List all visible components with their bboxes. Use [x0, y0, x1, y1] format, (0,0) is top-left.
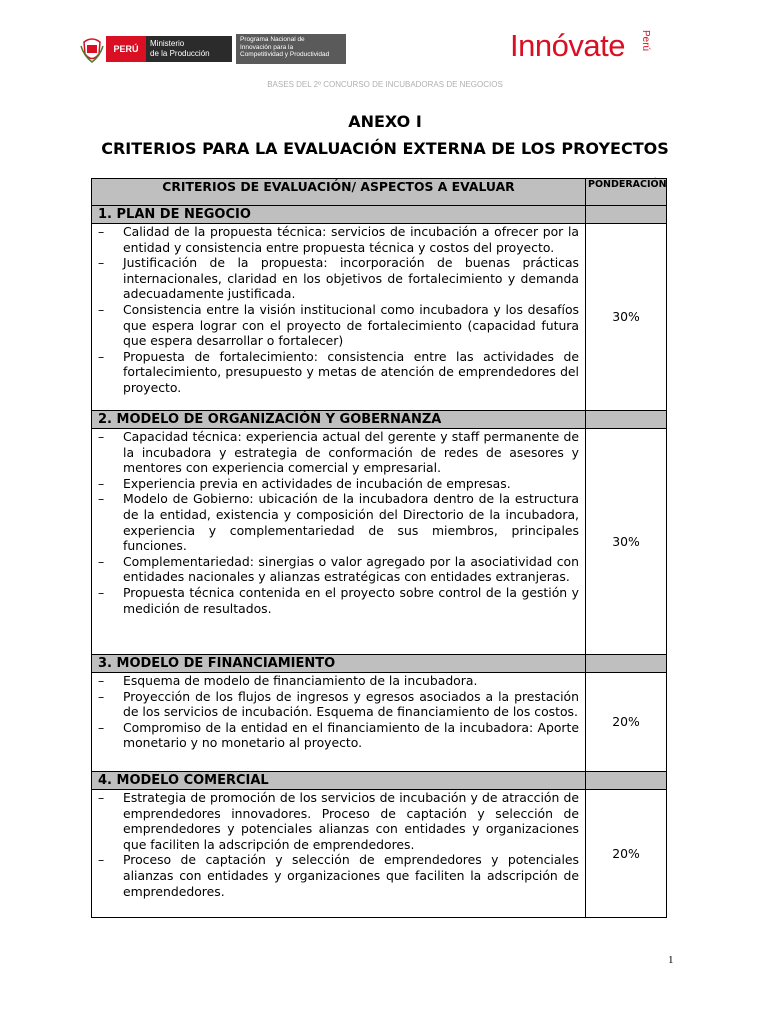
criteria-item: – Estrategia de promoción de los servicios de incubación y de atracción de emprendedores innovadores. Proceso de captación y selección de emprendedores y potenciales alianzas con entidades y organizaciones que faciliten la adscripción de emprendedores. [98, 790, 579, 852]
section-weight-header-cell [586, 772, 667, 790]
section-weight: 30% [586, 429, 667, 655]
section-body-row [92, 790, 667, 918]
section-weight: 20% [586, 790, 667, 918]
section-weight: 20% [586, 673, 667, 772]
innovate-logo: Innóvate [510, 28, 625, 63]
section-title: 1. PLAN DE NEGOCIO [92, 206, 586, 224]
peru-label: PERÚ [113, 44, 139, 54]
criteria-item: – Calidad de la propuesta técnica: servicios de incubación a ofrecer por la entidad y consistencia entre propuesta técnica y costos del proyecto. [98, 224, 579, 255]
criteria-list [98, 790, 579, 899]
criteria-item: – Esquema de modelo de financiamiento de la incubadora. [98, 673, 579, 689]
section-header-row [92, 411, 667, 429]
program-label-box [236, 34, 346, 64]
criteria-item: – Propuesta técnica contenida en el proyecto sobre control de la gestión y medición de resultados. [98, 585, 579, 616]
program-line-1: Programa Nacional de [240, 36, 305, 43]
page-number: 1 [668, 954, 674, 966]
criteria-list [98, 429, 579, 616]
criteria-item: – Proceso de captación y selección de emprendedores y potenciales alianzas con entidades y organizaciones que faciliten la adscripción de emprendedores. [98, 852, 579, 899]
section-weight-header-cell [586, 411, 667, 429]
criteria-item: – Compromiso de la entidad en el financiamiento de la incubadora: Aporte monetario y no monetario al proyecto. [98, 720, 579, 751]
annex-title: ANEXO I [348, 112, 422, 131]
section-header-row [92, 655, 667, 673]
running-title: BASES DEL 2º CONCURSO DE INCUBADORAS DE NEGOCIOS [267, 80, 503, 89]
section-title: 4. MODELO COMERCIAL [92, 772, 586, 790]
criteria-item: – Complementariedad: sinergias o valor agregado por la asociatividad con entidades nacionales y alianzas estratégicas con entidades extranjeras. [98, 554, 579, 585]
criteria-sections [92, 206, 667, 918]
section-title: 3. MODELO DE FINANCIAMIENTO [92, 655, 586, 673]
table-header-row [92, 179, 667, 206]
criteria-table [91, 178, 667, 918]
section-weight-header-cell [586, 655, 667, 673]
ministry-line-2: de la Producción [150, 49, 210, 58]
ministry-line-1: Ministerio [150, 39, 185, 48]
section-header-row [92, 772, 667, 790]
page-header [0, 0, 770, 80]
section-title: 2. MODELO DE ORGANIZACIÓN Y GOBERNANZA [92, 411, 586, 429]
program-line-3: Competitividad y Productividad [240, 51, 330, 58]
section-body-row [92, 673, 667, 772]
weight-column-header: PONDERACIÓN [586, 179, 667, 206]
section-weight: 30% [586, 224, 667, 411]
peru-label-box [106, 36, 146, 62]
innovate-logo-peru: Perú [640, 30, 651, 52]
section-weight-header-cell [586, 206, 667, 224]
ministry-label-box [146, 36, 232, 62]
section-criteria-cell [92, 790, 586, 918]
criteria-item: – Experiencia previa en actividades de incubación de empresas. [98, 476, 579, 492]
criteria-list [98, 673, 579, 751]
peru-coat-of-arms-icon [80, 36, 104, 64]
section-criteria-cell [92, 224, 586, 411]
section-criteria-cell [92, 429, 586, 655]
criteria-item: – Capacidad técnica: experiencia actual del gerente y staff permanente de la incubadora y estrategia de conformación de redes de asesores y mentores con experiencia comercial y empresarial. [98, 429, 579, 476]
criteria-item: – Justificación de la propuesta: incorporación de buenas prácticas internacionales, claridad en los objetivos de fortalecimiento y demanda adecuadamente justificada. [98, 255, 579, 302]
criteria-item: – Consistencia entre la visión institucional como incubadora y los desafíos que espera lograr con el proyecto de fortalecimiento (capacidad futura que espera desarrollar o fortalecer) [98, 302, 579, 349]
document-title: CRITERIOS PARA LA EVALUACIÓN EXTERNA DE LOS PROYECTOS [101, 139, 669, 158]
criteria-list [98, 224, 579, 396]
criteria-column-header: CRITERIOS DE EVALUACIÓN/ ASPECTOS A EVALUAR [92, 179, 586, 206]
section-body-row [92, 224, 667, 411]
section-criteria-cell [92, 673, 586, 772]
criteria-item: – Propuesta de fortalecimiento: consistencia entre las actividades de fortalecimiento, presupuesto y metas de atención de emprendedores del proyecto. [98, 349, 579, 396]
criteria-item: – Modelo de Gobierno: ubicación de la incubadora dentro de la estructura de la entidad, existencia y composición del Directorio de la incubadora, experiencia y complementariedad de sus miembros, principales funciones. [98, 491, 579, 553]
program-line-2: Innovación para la [240, 43, 294, 51]
section-body-row [92, 429, 667, 655]
section-header-row [92, 206, 667, 224]
criteria-item: – Proyección de los flujos de ingresos y egresos asociados a la prestación de los servicios de incubación. Esquema de financiamiento de los costos. [98, 689, 579, 720]
